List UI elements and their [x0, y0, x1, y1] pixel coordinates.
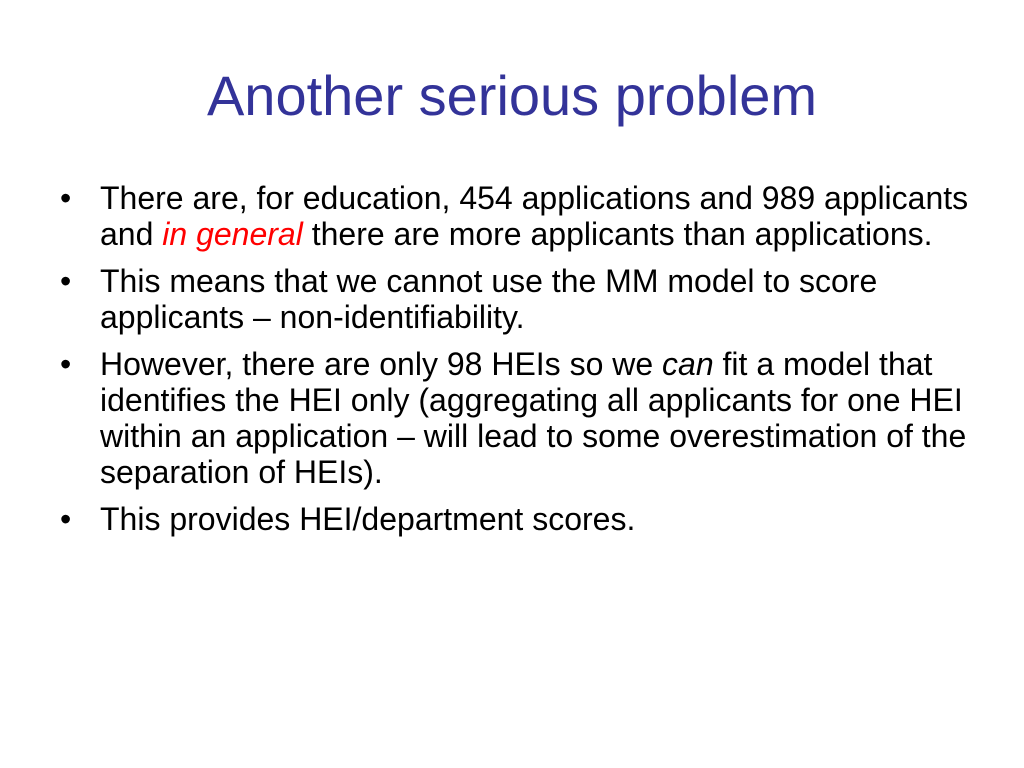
bullet-list — [56, 180, 976, 548]
bullet-text: This means that we cannot use the MM model to score applicants – non-identifiability. — [100, 263, 878, 335]
bullet-item-scores — [56, 501, 976, 537]
bullet-item-applications — [56, 180, 976, 252]
bullet-text: fit a model that identifies the HEI only (aggregating all applicants for one HEI within an application – will lead to some overestimation of the separation of HEIs). — [100, 346, 967, 490]
bullet-text: there are more applicants than applications. — [302, 216, 933, 252]
bullet-text: There are, for education, 454 applications and 989 applicants and — [100, 180, 969, 252]
bullet-dot-icon: • — [60, 501, 72, 537]
bullet-emphasis: in general — [162, 216, 303, 252]
bullet-item-mm-model — [56, 263, 976, 335]
bullet-text: However, there are only 98 HEIs so we — [100, 346, 663, 382]
bullet-dot-icon: • — [60, 263, 72, 299]
bullet-item-heis — [56, 346, 976, 490]
bullet-dot-icon: • — [60, 346, 72, 382]
bullet-text: This provides HEI/department scores. — [100, 501, 636, 537]
slide-title: Another serious problem — [206, 64, 818, 127]
bullet-emphasis: can — [662, 346, 714, 382]
bullet-dot-icon: • — [60, 180, 72, 216]
